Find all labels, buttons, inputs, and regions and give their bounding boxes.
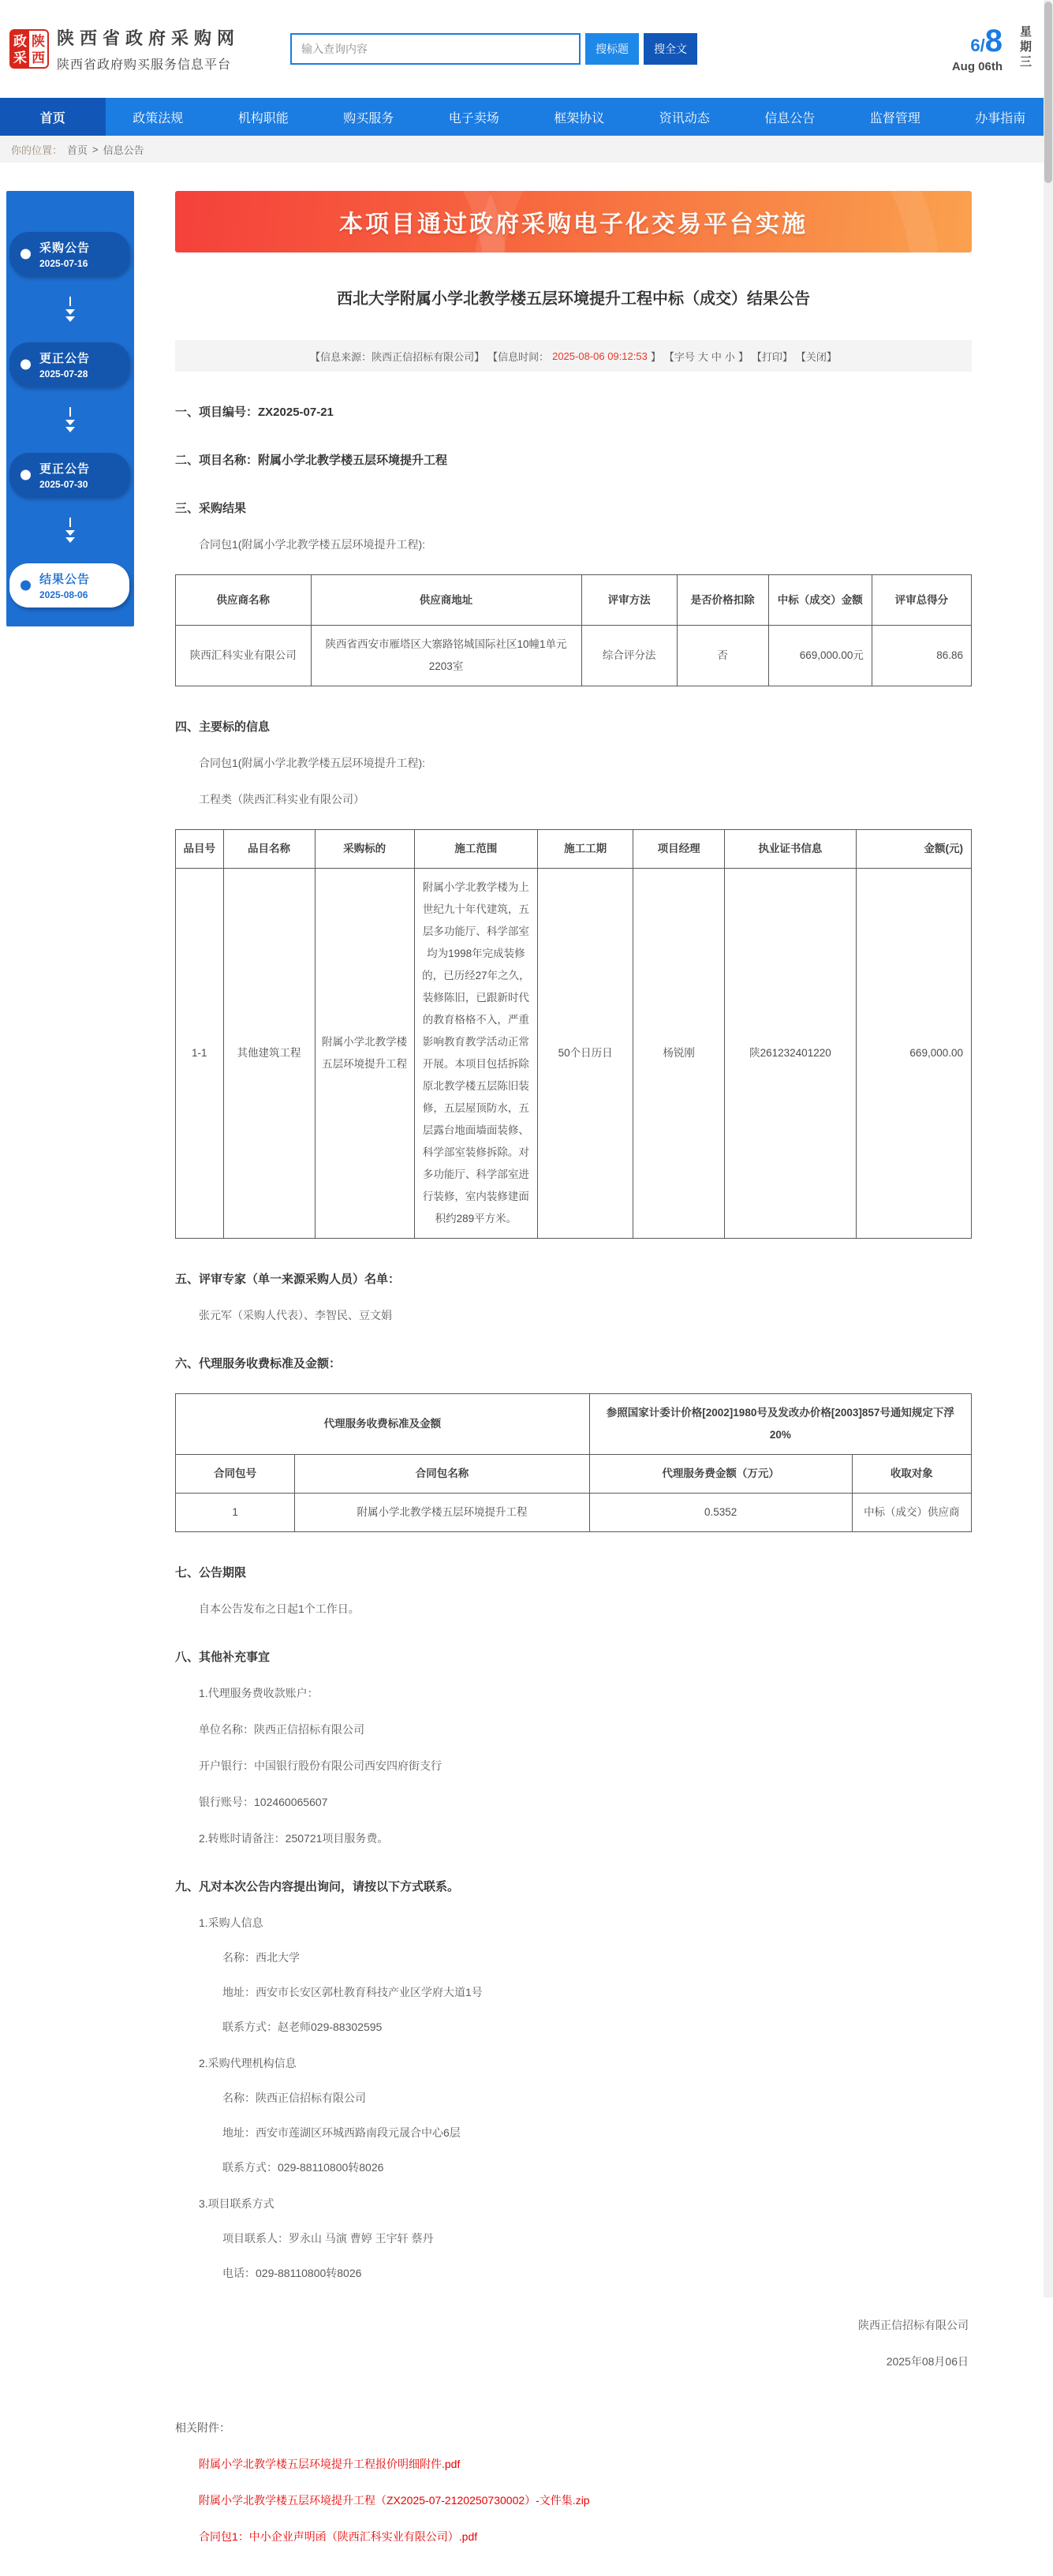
banner-text: 本项目通过政府采购电子化交易平台实施 — [339, 204, 808, 239]
supplement-line: 1.代理服务费收款账户： — [175, 1685, 972, 1701]
site-title: 陕西省政府采购网 — [57, 25, 240, 50]
search-fulltext-button[interactable]: 搜全文 — [644, 33, 697, 65]
signature-date: 2025年08月06日 — [175, 2354, 969, 2369]
section-3-heading: 三、采购结果 — [175, 499, 972, 516]
contact-group-title: 3.项目联系方式 — [175, 2196, 972, 2211]
table-merged-row: 代理服务收费标准及金额 参照国家计委计价格[2002]1980号及发改办价格[2003]857号通知规定下浮20% — [176, 1394, 972, 1455]
section-2-heading: 二、项目名称：附属小学北教学楼五层环境提升工程 — [175, 451, 972, 468]
scrollbar-thumb[interactable] — [1044, 2, 1052, 183]
attachments-label: 相关附件： — [175, 2420, 972, 2436]
signature-block — [175, 2317, 972, 2369]
nav-item-guide[interactable]: 办事指南 — [948, 98, 1053, 136]
info-time: 2025-08-06 09:12:53 — [552, 350, 648, 362]
site-subtitle: 陕西省政府购买服务信息平台 — [57, 54, 240, 73]
signature-company: 陕西正信招标有限公司 — [175, 2317, 969, 2333]
supplement-line: 银行账号：102460065607 — [175, 1794, 972, 1810]
breadcrumb-home-link[interactable]: 首页 — [67, 142, 88, 157]
supplier-type-line: 工程类（陕西汇科实业有限公司） — [175, 791, 972, 807]
table-header-row: 品目号 品目名称 采购标的 施工范围 施工工期 项目经理 执业证书信息 金额(元) — [176, 830, 972, 869]
table-header-row: 合同包号 合同包名称 代理服务费金额（万元） 收取对象 — [176, 1455, 972, 1494]
section-9-heading: 九、凡对本次公告内容提出询问，请按以下方式联系。 — [175, 1878, 972, 1894]
site-logo-icon — [9, 29, 49, 69]
nav-item-e-mall[interactable]: 电子卖场 — [421, 98, 527, 136]
logo-text-left: 政采 — [11, 31, 29, 67]
down-arrow-icon — [6, 407, 134, 432]
main-nav — [0, 98, 1053, 136]
fontsize-medium-button[interactable]: 中 — [711, 349, 722, 364]
contact-line: 名称：陕西正信招标有限公司 — [175, 2090, 972, 2106]
date-block — [952, 25, 1042, 73]
nav-item-supervision[interactable]: 监督管理 — [842, 98, 948, 136]
section-1-heading: 一、项目编号：ZX2025-07-21 — [175, 403, 972, 420]
timeline-item-correction-2[interactable]: 更正公告 2025-07-30 — [9, 453, 129, 497]
fontsize-large-button[interactable]: 大 — [698, 349, 708, 364]
agency-fee-table — [175, 1393, 972, 1532]
contact-group-title: 2.采购代理机构信息 — [175, 2055, 972, 2071]
breadcrumb-current-link[interactable]: 信息公告 — [103, 142, 144, 157]
timeline-dot-icon — [21, 249, 31, 260]
package-line: 合同包1(附属小学北教学楼五层环境提升工程): — [175, 755, 972, 771]
nav-item-policies[interactable]: 政策法规 — [106, 98, 211, 136]
fontsize-prefix: 【字号 — [664, 349, 695, 364]
logo-text-right: 陕西 — [29, 31, 47, 67]
timeline-dot-icon — [21, 470, 31, 480]
nav-item-purchase-services[interactable]: 购买服务 — [316, 98, 422, 136]
table-row: 陕西汇科实业有限公司 陕西省西安市雁塔区大寨路铭城国际社区10幢1单元2203室 综合评分法 否 669,000.00元 86.86 — [176, 626, 972, 686]
timeline-item-correction-1[interactable]: 更正公告 2025-07-28 — [9, 342, 129, 387]
attachment-link-pdf-sme-declaration[interactable]: 合同包1：中小企业声明函（陕西汇科实业有限公司）.pdf — [175, 2529, 972, 2544]
info-time-suffix: 】 — [651, 349, 661, 364]
info-source: 【信息来源：陕西正信招标有限公司】 — [310, 349, 484, 364]
nav-item-announcements[interactable]: 信息公告 — [737, 98, 843, 136]
fontsize-small-button[interactable]: 小 — [725, 349, 735, 364]
page-title: 西北大学附属小学北教学楼五层环境提升工程中标（成交）结果公告 — [175, 286, 972, 308]
section-4-heading: 四、主要标的信息 — [175, 718, 972, 735]
package-line: 合同包1(附属小学北教学楼五层环境提升工程): — [175, 537, 972, 552]
site-header — [0, 0, 1053, 98]
print-button[interactable]: 【打印】 — [752, 349, 793, 364]
supplement-line: 开户银行：中国银行股份有限公司西安四府街支行 — [175, 1758, 972, 1774]
contact-line: 地址：西安市莲湖区环城西路南段元晟合中心6层 — [175, 2125, 972, 2140]
table-header-row: 供应商名称 供应商地址 评审方法 是否价格扣除 中标（成交）金额 评审总得分 — [176, 575, 972, 626]
table-row: 1 附属小学北教学楼五层环境提升工程 0.5352 中标（成交）供应商 — [176, 1494, 972, 1532]
timeline-dot-icon — [21, 360, 31, 370]
article-meta-bar — [175, 340, 972, 372]
contact-line: 电话：029-88110800转8026 — [175, 2265, 972, 2281]
nav-item-news[interactable]: 资讯动态 — [632, 98, 737, 136]
result-table — [175, 574, 972, 686]
attachment-link-zip-fileset[interactable]: 附属小学北教学楼五层环境提升工程（ZX2025-07-2120250730002）-文件集.zip — [175, 2492, 972, 2508]
contact-line: 项目联系人：罗永山 马演 曹婷 王宇轩 蔡丹 — [175, 2230, 972, 2246]
section-7-heading: 七、公告期限 — [175, 1564, 972, 1580]
search-bar — [290, 33, 697, 65]
timeline-item-procurement-notice[interactable]: 采购公告 2025-07-16 — [9, 232, 129, 276]
subject-table — [175, 829, 972, 1239]
contact-line: 联系方式：029-88110800转8026 — [175, 2159, 972, 2175]
contact-line: 名称：西北大学 — [175, 1950, 972, 1965]
section-6-heading: 六、代理服务收费标准及金额： — [175, 1355, 972, 1371]
info-time-prefix: 【信息时间： — [487, 349, 549, 364]
breadcrumb-separator: > — [92, 144, 99, 155]
expert-names: 张元军（采购人代表）、李智民、豆文娟 — [175, 1307, 972, 1323]
search-input[interactable] — [290, 33, 581, 65]
down-arrow-icon — [6, 518, 134, 543]
contact-line: 地址：西安市长安区郭杜教育科技产业区学府大道1号 — [175, 1984, 972, 2000]
nav-item-functions[interactable]: 机构职能 — [211, 98, 316, 136]
date-english: Aug 06th — [952, 60, 1003, 73]
timeline-dot-icon — [21, 581, 31, 591]
search-title-button[interactable]: 搜标题 — [585, 33, 639, 65]
breadcrumb — [0, 136, 1053, 163]
timeline-item-result-notice[interactable]: 结果公告 2025-08-06 — [9, 563, 129, 608]
close-button[interactable]: 【关闭】 — [796, 349, 837, 364]
down-arrow-icon — [6, 297, 134, 322]
notice-period: 自本公告发布之日起1个工作日。 — [175, 1601, 972, 1617]
contact-group-title: 1.采购人信息 — [175, 1915, 972, 1931]
supplement-line: 2.转账时请备注：250721项目服务费。 — [175, 1830, 972, 1846]
section-5-heading: 五、评审专家（单一来源采购人员）名单： — [175, 1270, 972, 1287]
breadcrumb-prefix: 你的位置： — [11, 142, 62, 157]
section-8-heading: 八、其他补充事宜 — [175, 1648, 972, 1665]
article-content — [175, 163, 972, 2544]
e-trading-platform-banner — [175, 191, 972, 252]
weekday-label: 星期三 — [1015, 25, 1029, 70]
nav-item-home[interactable]: 首页 — [0, 98, 106, 136]
date-numeric: 6/8 — [952, 25, 1003, 57]
fontsize-suffix: 】 — [738, 349, 749, 364]
attachment-link-pdf-quote[interactable]: 附属小学北教学楼五层环境提升工程报价明细附件.pdf — [175, 2456, 972, 2472]
table-row: 1-1 其他建筑工程 附属小学北教学楼五层环境提升工程 附属小学北教学楼为上世纪九十年代建筑，五层多功能厅、科学部室均为1998年完成装修的，已历经27年之久，装修陈旧，已跟新时代的教育格格不入，严重影响教育教学活动正常开展。本项目包括拆除原北教学楼五层陈旧装修，五层屋顶防水，五层露台地面墙面装修、科学部室装修拆除。对多功能厅、科学部室进行装修，室内装修建面积约289平方米。 50个日历日 杨锐刚 陕261232401220 669,000.00 — [176, 869, 972, 1239]
announcement-timeline — [6, 191, 134, 626]
nav-item-framework[interactable]: 框架协议 — [527, 98, 633, 136]
supplement-line: 单位名称：陕西正信招标有限公司 — [175, 1722, 972, 1737]
scrollbar-track — [1044, 0, 1053, 2297]
contact-line: 联系方式：赵老师029-88302595 — [175, 2019, 972, 2035]
